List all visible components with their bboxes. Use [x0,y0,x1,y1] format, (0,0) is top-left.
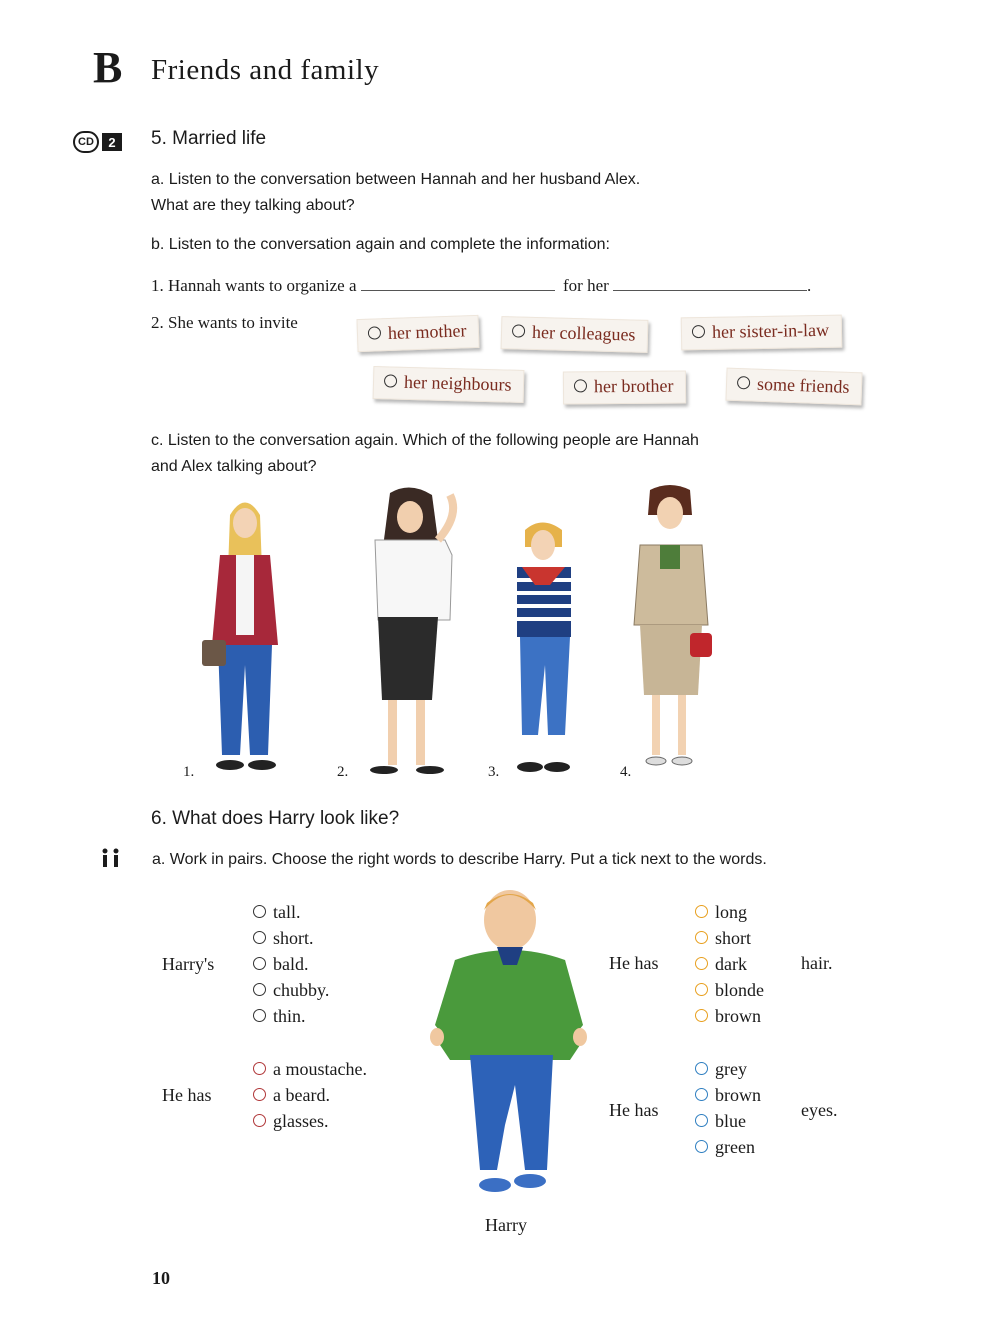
circle-checkbox-icon[interactable] [253,1062,266,1075]
option-beard[interactable] [253,1082,367,1108]
option-label: chubby. [273,980,330,1000]
eyes-suffix: eyes. [801,1100,838,1120]
eyes-prefix: He has [609,1100,659,1120]
option-label: tall. [273,902,301,922]
option-tall[interactable] [253,899,329,925]
option-label: brown [715,1006,761,1026]
item-1-mid: for her [563,276,609,295]
exercise-5b-instruction: b. Listen to the conversation again and complete the information: [151,236,610,253]
option-label: dark [715,954,747,974]
harry-illustration [425,885,595,1210]
option-label: some friends [756,373,850,397]
harrys-options-list [253,899,329,1029]
option-label: her mother [387,320,467,344]
hair-options-list [695,899,764,1029]
option-label: her brother [593,375,674,397]
exercise-5a-line1: a. Listen to the conversation between Hannah and her husband Alex. [151,171,641,188]
answer-blank-person[interactable] [613,274,807,291]
unit-letter: B [93,43,123,92]
exercise-5a-line2: What are they talking about? [151,197,355,214]
figure-number-1: 1. [183,764,195,780]
option-label: long [715,902,748,922]
hair-suffix: hair. [801,953,833,973]
circle-checkbox-icon[interactable] [695,983,708,996]
option-label: her neighbours [403,371,512,395]
checkbox-circle-icon [692,325,705,338]
option-label: green [715,1137,755,1157]
people-illustration [170,485,750,785]
figure-number-2: 2. [337,764,349,780]
option-glasses[interactable] [253,1108,367,1134]
checkbox-circle-icon [384,375,397,388]
circle-checkbox-icon[interactable] [253,957,266,970]
eyes-options-list [695,1056,761,1160]
option-label: bald. [273,954,309,974]
page-number: 10 [152,1268,170,1288]
circle-checkbox-icon[interactable] [253,1088,266,1101]
item-1-end: . [807,276,812,295]
option-moustache[interactable] [253,1056,367,1082]
exercise-5-title: 5. Married life [151,128,267,149]
option-short[interactable] [253,925,329,951]
person-4-figure [634,485,712,765]
circle-checkbox-icon[interactable] [695,1088,708,1101]
circle-checkbox-icon[interactable] [695,931,708,944]
circle-checkbox-icon[interactable] [695,1114,708,1127]
option-label: blonde [715,980,764,1000]
option-hair-short[interactable] [695,925,764,951]
option-hair-long[interactable] [695,899,764,925]
exercise-6a-instruction: a. Work in pairs. Choose the right words to describe Harry. Put a tick next to the words. [152,851,767,868]
option-card-her-sister-in-law[interactable] [681,315,843,351]
circle-checkbox-icon[interactable] [253,1114,266,1127]
checkbox-circle-icon [574,380,587,393]
hair-prefix: He has [609,953,659,973]
option-label: glasses. [273,1111,329,1131]
option-label: short. [273,928,314,948]
option-label: brown [715,1085,761,1105]
option-eyes-green[interactable] [695,1134,761,1160]
figure-number-4: 4. [620,764,632,780]
option-eyes-brown[interactable] [695,1082,761,1108]
circle-checkbox-icon[interactable] [695,905,708,918]
option-label: a beard. [273,1085,330,1105]
circle-checkbox-icon[interactable] [695,957,708,970]
person-2-figure [370,487,453,774]
cd-number: 2 [102,133,122,151]
circle-checkbox-icon[interactable] [253,983,266,996]
option-card-her-colleagues[interactable] [501,316,649,353]
checkbox-circle-icon [368,327,381,340]
exercise-5c-line1: c. Listen to the conversation again. Which of the following people are Hannah [151,432,699,449]
option-label: thin. [273,1006,306,1026]
item-1-prefix: 1. Hannah wants to organize a [151,276,357,295]
circle-checkbox-icon[interactable] [253,905,266,918]
circle-checkbox-icon[interactable] [253,1009,266,1022]
checkbox-circle-icon [512,325,525,338]
option-label: grey [715,1059,747,1079]
person-1-figure [202,503,278,771]
option-card-her-brother[interactable] [563,370,687,404]
option-card-her-neighbours[interactable] [373,366,525,403]
option-thin[interactable] [253,1003,329,1029]
cd-label: CD [73,131,99,153]
item-1 [151,274,811,296]
circle-checkbox-icon[interactable] [695,1140,708,1153]
harrys-label: Harry's [162,954,215,974]
he-has-label: He has [162,1085,212,1105]
option-label: short [715,928,751,948]
circle-checkbox-icon[interactable] [253,931,266,944]
person-3-figure [517,523,571,773]
option-label: blue [715,1111,746,1131]
option-card-some-friends[interactable] [725,368,863,406]
harry-caption: Harry [485,1215,527,1235]
exercise-6-title: 6. What does Harry look like? [151,808,400,829]
option-label: her sister-in-law [711,319,830,342]
option-label: her colleagues [531,321,636,345]
exercise-5c-line2: and Alex talking about? [151,458,317,475]
checkbox-circle-icon [737,376,750,389]
circle-checkbox-icon[interactable] [695,1009,708,1022]
option-hair-brown[interactable] [695,1003,764,1029]
unit-title: Friends and family [151,54,380,86]
cd-icon [73,131,122,153]
option-label: a moustache. [273,1059,367,1079]
option-hair-dark[interactable] [695,951,764,977]
option-eyes-blue[interactable] [695,1108,761,1134]
facial-options-list [253,1056,367,1134]
option-hair-blonde[interactable] [695,977,764,1003]
option-eyes-grey[interactable] [695,1056,761,1082]
answer-blank-event[interactable] [361,274,555,291]
pair-work-icon [100,848,122,868]
option-chubby[interactable] [253,977,329,1003]
option-bald[interactable] [253,951,329,977]
circle-checkbox-icon[interactable] [695,1062,708,1075]
option-card-her-mother[interactable] [356,315,480,352]
figure-number-3: 3. [488,764,500,780]
item-2-label: 2. She wants to invite [151,313,298,332]
